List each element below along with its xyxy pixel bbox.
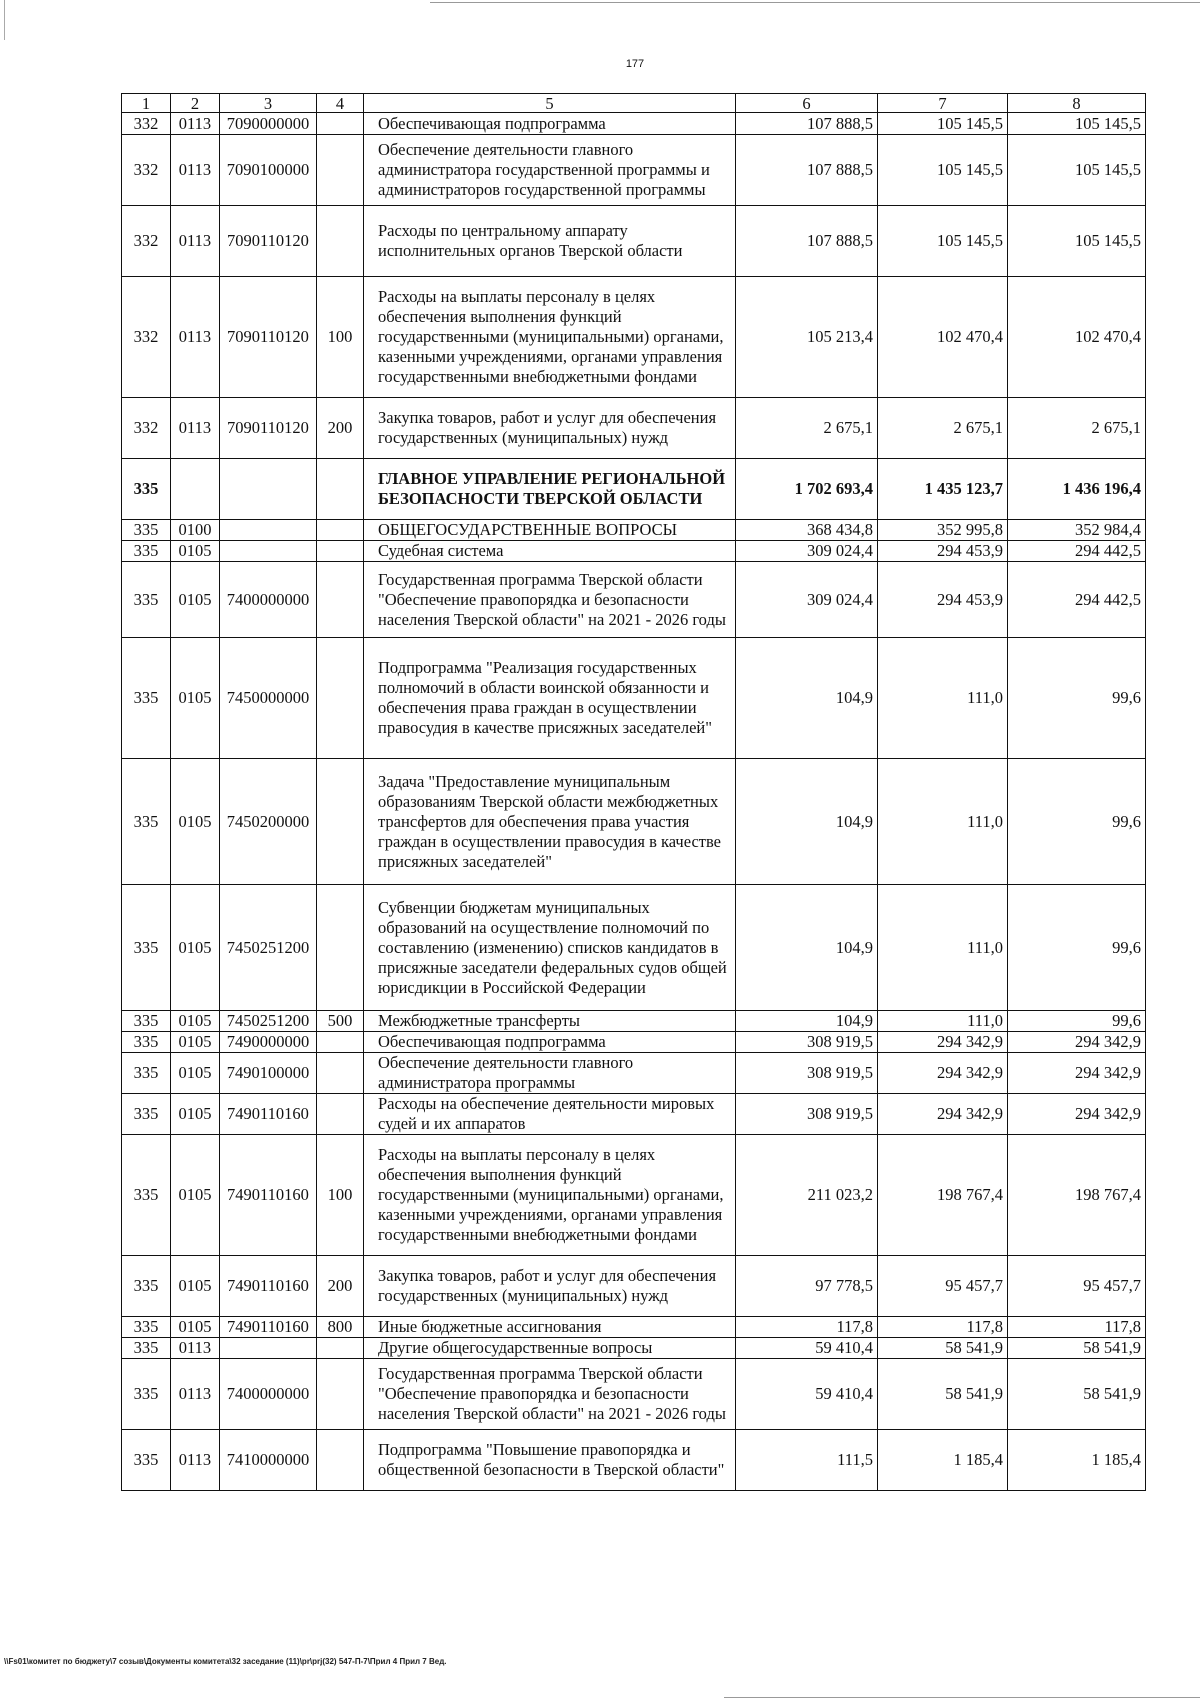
cell-amount-col8: 1 185,4 — [1008, 1430, 1146, 1491]
cell-name: Закупка товаров, работ и услуг для обеспечения государственных (муниципальных) нужд — [364, 398, 736, 459]
cell-name: Государственная программа Тверской области "Обеспечение правопорядка и безопасности населения Тверской области" на 2021 - 2026 годы — [364, 1359, 736, 1430]
cell-amount-col7: 58 541,9 — [878, 1338, 1008, 1359]
cell-expense-type: 200 — [317, 398, 364, 459]
cell-expense-type — [317, 113, 364, 135]
cell-target-code — [220, 541, 317, 562]
cell-name: Обеспечение деятельности главного администратора государственной программы и администраторов государственной программы — [364, 135, 736, 206]
cell-amount-col6: 104,9 — [736, 885, 878, 1011]
cell-section-code: 0113 — [171, 135, 220, 206]
cell-section-code: 0113 — [171, 277, 220, 398]
cell-expense-type — [317, 638, 364, 759]
cell-amount-col6: 105 213,4 — [736, 277, 878, 398]
cell-expense-type — [317, 1094, 364, 1135]
cell-amount-col8: 58 541,9 — [1008, 1338, 1146, 1359]
table-row — [122, 1256, 1146, 1317]
cell-ministry-code: 335 — [122, 1317, 171, 1338]
cell-target-code: 7090110120 — [220, 277, 317, 398]
column-header: 5 — [364, 94, 736, 113]
cell-ministry-code: 335 — [122, 1359, 171, 1430]
cell-ministry-code: 335 — [122, 1032, 171, 1053]
cell-amount-col7: 105 145,5 — [878, 113, 1008, 135]
cell-name: Закупка товаров, работ и услуг для обеспечения государственных (муниципальных) нужд — [364, 1256, 736, 1317]
cell-expense-type: 200 — [317, 1256, 364, 1317]
cell-amount-col6: 1 702 693,4 — [736, 459, 878, 520]
cell-target-code: 7490110160 — [220, 1256, 317, 1317]
cell-amount-col8: 58 541,9 — [1008, 1359, 1146, 1430]
cell-section-code: 0100 — [171, 520, 220, 541]
cell-name: Субвенции бюджетам муниципальных образований на осуществление полномочий по составлению (изменению) списков кандидатов в присяжные заседатели федеральных судов общей юрисдикции в Российской Федерации — [364, 885, 736, 1011]
cell-amount-col7: 294 453,9 — [878, 562, 1008, 638]
cell-amount-col6: 111,5 — [736, 1430, 878, 1491]
cell-target-code: 7490110160 — [220, 1135, 317, 1256]
cell-ministry-code: 335 — [122, 1135, 171, 1256]
cell-amount-col6: 309 024,4 — [736, 562, 878, 638]
cell-amount-col7: 117,8 — [878, 1317, 1008, 1338]
cell-ministry-code: 332 — [122, 206, 171, 277]
cell-amount-col6: 211 023,2 — [736, 1135, 878, 1256]
cell-amount-col8: 352 984,4 — [1008, 520, 1146, 541]
table-header-row — [122, 94, 1146, 113]
cell-target-code: 7490110160 — [220, 1317, 317, 1338]
table-row — [122, 638, 1146, 759]
cell-expense-type — [317, 206, 364, 277]
cell-name: ГЛАВНОЕ УПРАВЛЕНИЕ РЕГИОНАЛЬНОЙ БЕЗОПАСНОСТИ ТВЕРСКОЙ ОБЛАСТИ — [364, 459, 736, 520]
cell-expense-type — [317, 520, 364, 541]
cell-section-code: 0105 — [171, 885, 220, 1011]
cell-target-code: 7490100000 — [220, 1053, 317, 1094]
table-row — [122, 1032, 1146, 1053]
cell-ministry-code: 335 — [122, 541, 171, 562]
cell-amount-col7: 352 995,8 — [878, 520, 1008, 541]
cell-amount-col6: 104,9 — [736, 1011, 878, 1032]
cell-amount-col6: 368 434,8 — [736, 520, 878, 541]
cell-amount-col6: 308 919,5 — [736, 1094, 878, 1135]
budget-table — [121, 93, 1146, 1491]
cell-name: Подпрограмма "Реализация государственных полномочий в области воинской обязанности и обеспечения права граждан в осуществлении правосудия в качестве присяжных заседателей" — [364, 638, 736, 759]
cell-amount-col8: 99,6 — [1008, 885, 1146, 1011]
cell-expense-type: 500 — [317, 1011, 364, 1032]
table-row — [122, 1430, 1146, 1491]
cell-target-code: 7090000000 — [220, 113, 317, 135]
cell-amount-col6: 59 410,4 — [736, 1359, 878, 1430]
cell-amount-col7: 1 185,4 — [878, 1430, 1008, 1491]
cell-section-code: 0113 — [171, 1338, 220, 1359]
cell-ministry-code: 335 — [122, 1094, 171, 1135]
cell-expense-type — [317, 759, 364, 885]
cell-ministry-code: 335 — [122, 1053, 171, 1094]
cell-expense-type — [317, 562, 364, 638]
column-header: 4 — [317, 94, 364, 113]
cell-name: Межбюджетные трансферты — [364, 1011, 736, 1032]
cell-name: Другие общегосударственные вопросы — [364, 1338, 736, 1359]
cell-section-code: 0105 — [171, 562, 220, 638]
cell-target-code: 7490000000 — [220, 1032, 317, 1053]
cell-expense-type: 100 — [317, 1135, 364, 1256]
cell-amount-col7: 294 342,9 — [878, 1053, 1008, 1094]
cell-name: ОБЩЕГОСУДАРСТВЕННЫЕ ВОПРОСЫ — [364, 520, 736, 541]
cell-amount-col8: 117,8 — [1008, 1317, 1146, 1338]
cell-target-code: 7400000000 — [220, 1359, 317, 1430]
cell-amount-col8: 294 442,5 — [1008, 541, 1146, 562]
cell-section-code: 0105 — [171, 1094, 220, 1135]
table-row — [122, 562, 1146, 638]
table-row — [122, 885, 1146, 1011]
cell-section-code: 0105 — [171, 1135, 220, 1256]
cell-amount-col8: 2 675,1 — [1008, 398, 1146, 459]
table-row — [122, 1317, 1146, 1338]
table-row — [122, 1053, 1146, 1094]
cell-target-code: 7450251200 — [220, 885, 317, 1011]
cell-amount-col7: 111,0 — [878, 885, 1008, 1011]
scan-edge-top — [430, 2, 1200, 3]
cell-section-code: 0105 — [171, 1317, 220, 1338]
table-row — [122, 1094, 1146, 1135]
table-row — [122, 206, 1146, 277]
cell-name: Расходы на выплаты персоналу в целях обеспечения выполнения функций государственными (муниципальными) органами, казенными учреждениями, органами управления государственными внебюджетными фондами — [364, 277, 736, 398]
scan-edge-bottom — [724, 1697, 1200, 1698]
cell-amount-col8: 294 442,5 — [1008, 562, 1146, 638]
cell-amount-col8: 99,6 — [1008, 638, 1146, 759]
cell-target-code — [220, 1338, 317, 1359]
cell-target-code: 7410000000 — [220, 1430, 317, 1491]
cell-name: Обеспечение деятельности главного администратора программы — [364, 1053, 736, 1094]
cell-amount-col7: 294 342,9 — [878, 1032, 1008, 1053]
cell-section-code: 0105 — [171, 1256, 220, 1317]
cell-amount-col7: 294 342,9 — [878, 1094, 1008, 1135]
column-header: 7 — [878, 94, 1008, 113]
cell-expense-type — [317, 1053, 364, 1094]
cell-section-code: 0105 — [171, 1053, 220, 1094]
cell-expense-type — [317, 541, 364, 562]
cell-amount-col6: 104,9 — [736, 638, 878, 759]
column-header: 1 — [122, 94, 171, 113]
cell-expense-type — [317, 1032, 364, 1053]
table-row — [122, 759, 1146, 885]
cell-target-code: 7090100000 — [220, 135, 317, 206]
cell-name: Расходы на выплаты персоналу в целях обеспечения выполнения функций государственными (муниципальными) органами, казенными учреждениями, органами управления государственными внебюджетными фондами — [364, 1135, 736, 1256]
cell-amount-col7: 58 541,9 — [878, 1359, 1008, 1430]
cell-expense-type — [317, 1430, 364, 1491]
scan-edge-left — [4, 0, 5, 40]
cell-ministry-code: 335 — [122, 759, 171, 885]
cell-target-code — [220, 520, 317, 541]
table-row — [122, 520, 1146, 541]
cell-name: Иные бюджетные ассигнования — [364, 1317, 736, 1338]
cell-section-code: 0105 — [171, 759, 220, 885]
cell-name: Государственная программа Тверской области "Обеспечение правопорядка и безопасности населения Тверской области" на 2021 - 2026 годы — [364, 562, 736, 638]
cell-amount-col7: 111,0 — [878, 1011, 1008, 1032]
cell-target-code — [220, 459, 317, 520]
cell-name: Задача "Предоставление муниципальным образованиям Тверской области межбюджетных трансфертов для обеспечения права участия граждан в осуществлении правосудия в качестве присяжных заседателей" — [364, 759, 736, 885]
cell-expense-type — [317, 885, 364, 1011]
column-header: 2 — [171, 94, 220, 113]
cell-section-code: 0105 — [171, 1011, 220, 1032]
cell-ministry-code: 332 — [122, 135, 171, 206]
cell-section-code: 0105 — [171, 1032, 220, 1053]
cell-section-code: 0105 — [171, 541, 220, 562]
cell-target-code: 7490110160 — [220, 1094, 317, 1135]
table-row — [122, 541, 1146, 562]
cell-amount-col6: 107 888,5 — [736, 206, 878, 277]
cell-amount-col7: 111,0 — [878, 638, 1008, 759]
table-row — [122, 277, 1146, 398]
cell-section-code: 0113 — [171, 1430, 220, 1491]
table-row — [122, 113, 1146, 135]
table-row — [122, 1338, 1146, 1359]
cell-section-code — [171, 459, 220, 520]
table-row — [122, 1359, 1146, 1430]
cell-ministry-code: 335 — [122, 1011, 171, 1032]
cell-amount-col6: 97 778,5 — [736, 1256, 878, 1317]
cell-target-code: 7450200000 — [220, 759, 317, 885]
cell-amount-col8: 99,6 — [1008, 1011, 1146, 1032]
cell-amount-col8: 1 436 196,4 — [1008, 459, 1146, 520]
cell-amount-col7: 294 453,9 — [878, 541, 1008, 562]
cell-name: Обеспечивающая подпрограмма — [364, 113, 736, 135]
cell-target-code: 7450251200 — [220, 1011, 317, 1032]
cell-ministry-code: 332 — [122, 277, 171, 398]
cell-ministry-code: 332 — [122, 113, 171, 135]
cell-amount-col6: 107 888,5 — [736, 113, 878, 135]
table-row — [122, 135, 1146, 206]
cell-ministry-code: 335 — [122, 1430, 171, 1491]
cell-amount-col7: 198 767,4 — [878, 1135, 1008, 1256]
cell-target-code: 7090110120 — [220, 398, 317, 459]
cell-ministry-code: 335 — [122, 885, 171, 1011]
cell-section-code: 0113 — [171, 113, 220, 135]
cell-amount-col6: 308 919,5 — [736, 1053, 878, 1094]
cell-amount-col6: 2 675,1 — [736, 398, 878, 459]
cell-amount-col8: 102 470,4 — [1008, 277, 1146, 398]
table-row — [122, 1135, 1146, 1256]
cell-target-code: 7090110120 — [220, 206, 317, 277]
cell-target-code: 7450000000 — [220, 638, 317, 759]
column-header: 6 — [736, 94, 878, 113]
cell-expense-type — [317, 135, 364, 206]
table-row — [122, 459, 1146, 520]
cell-name: Расходы по центральному аппарату исполнительных органов Тверской области — [364, 206, 736, 277]
cell-ministry-code: 335 — [122, 638, 171, 759]
cell-expense-type — [317, 1359, 364, 1430]
cell-amount-col8: 105 145,5 — [1008, 135, 1146, 206]
cell-amount-col6: 107 888,5 — [736, 135, 878, 206]
cell-name: Судебная система — [364, 541, 736, 562]
cell-amount-col8: 294 342,9 — [1008, 1053, 1146, 1094]
cell-expense-type: 800 — [317, 1317, 364, 1338]
cell-expense-type — [317, 459, 364, 520]
cell-amount-col8: 294 342,9 — [1008, 1094, 1146, 1135]
cell-amount-col6: 308 919,5 — [736, 1032, 878, 1053]
cell-amount-col6: 117,8 — [736, 1317, 878, 1338]
cell-ministry-code: 335 — [122, 562, 171, 638]
cell-ministry-code: 335 — [122, 1256, 171, 1317]
cell-target-code: 7400000000 — [220, 562, 317, 638]
cell-amount-col6: 104,9 — [736, 759, 878, 885]
cell-amount-col7: 105 145,5 — [878, 206, 1008, 277]
cell-section-code: 0113 — [171, 1359, 220, 1430]
cell-section-code: 0113 — [171, 398, 220, 459]
cell-name: Расходы на обеспечение деятельности мировых судей и их аппаратов — [364, 1094, 736, 1135]
cell-name: Обеспечивающая подпрограмма — [364, 1032, 736, 1053]
cell-ministry-code: 335 — [122, 1338, 171, 1359]
cell-amount-col6: 309 024,4 — [736, 541, 878, 562]
cell-amount-col7: 102 470,4 — [878, 277, 1008, 398]
cell-expense-type — [317, 1338, 364, 1359]
cell-ministry-code: 335 — [122, 459, 171, 520]
table-row — [122, 1011, 1146, 1032]
cell-amount-col7: 95 457,7 — [878, 1256, 1008, 1317]
cell-section-code: 0105 — [171, 638, 220, 759]
cell-amount-col8: 105 145,5 — [1008, 113, 1146, 135]
footer-file-path: \\Fs01\комитет по бюджету\7 созыв\Документы комитета\32 заседание (11)\pr\prj(32) 547-П-7\Прил 4 Прил 7 Вед. — [4, 1657, 447, 1666]
column-header: 8 — [1008, 94, 1146, 113]
column-header: 3 — [220, 94, 317, 113]
cell-name: Подпрограмма "Повышение правопорядка и общественной безопасности в Тверской области" — [364, 1430, 736, 1491]
cell-amount-col8: 105 145,5 — [1008, 206, 1146, 277]
cell-expense-type: 100 — [317, 277, 364, 398]
cell-section-code: 0113 — [171, 206, 220, 277]
cell-amount-col7: 2 675,1 — [878, 398, 1008, 459]
cell-amount-col8: 95 457,7 — [1008, 1256, 1146, 1317]
cell-amount-col8: 294 342,9 — [1008, 1032, 1146, 1053]
page-number: 177 — [625, 58, 645, 70]
cell-amount-col7: 105 145,5 — [878, 135, 1008, 206]
table-row — [122, 398, 1146, 459]
cell-amount-col8: 99,6 — [1008, 759, 1146, 885]
cell-amount-col7: 111,0 — [878, 759, 1008, 885]
cell-ministry-code: 332 — [122, 398, 171, 459]
cell-amount-col8: 198 767,4 — [1008, 1135, 1146, 1256]
cell-ministry-code: 335 — [122, 520, 171, 541]
cell-amount-col6: 59 410,4 — [736, 1338, 878, 1359]
cell-amount-col7: 1 435 123,7 — [878, 459, 1008, 520]
